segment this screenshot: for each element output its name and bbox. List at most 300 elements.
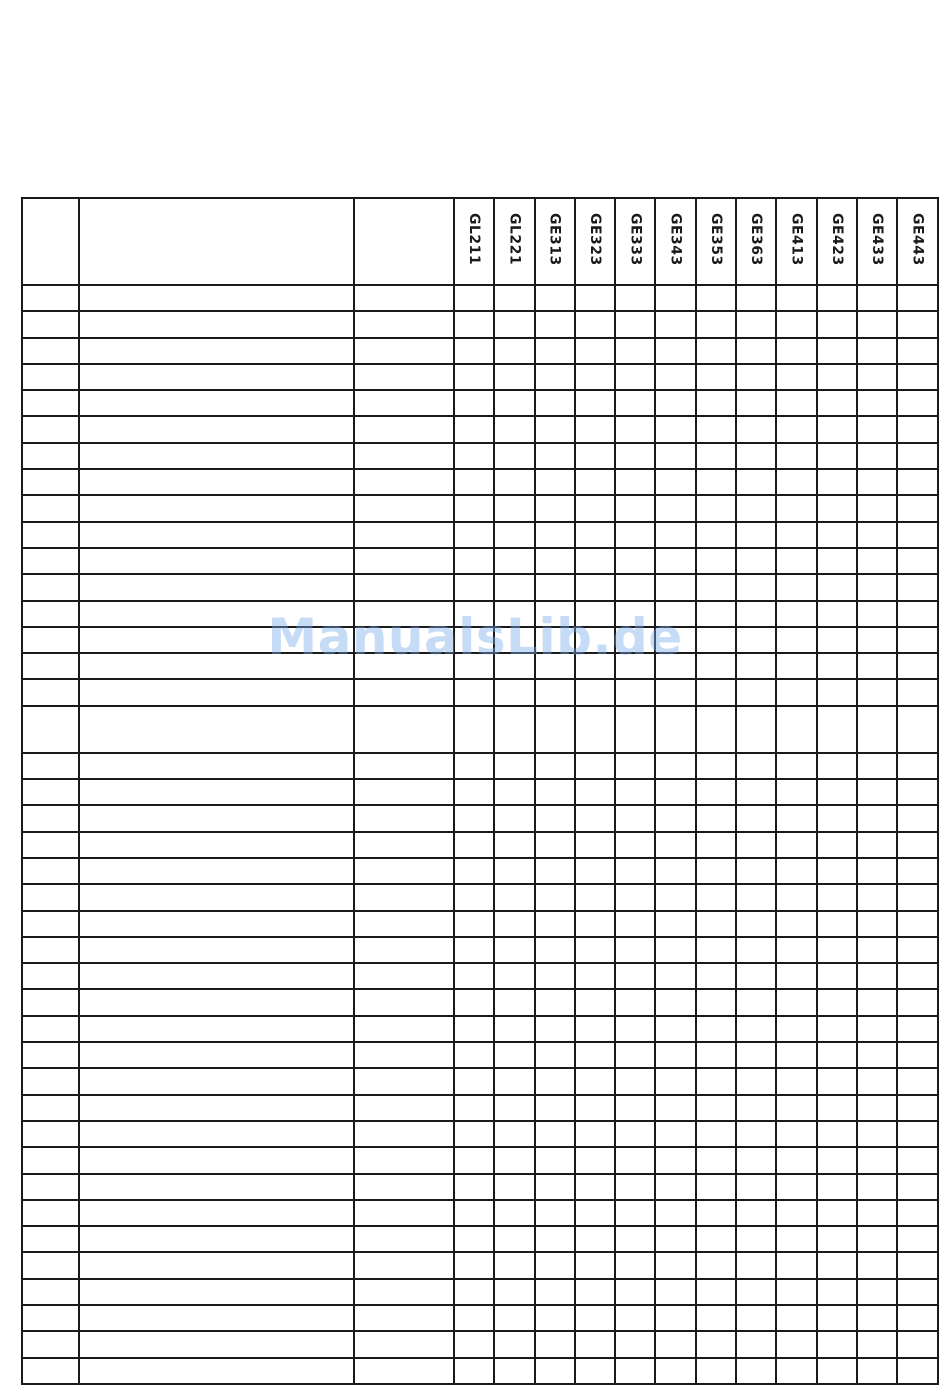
table-cell [776, 495, 816, 521]
table-cell [655, 364, 695, 390]
table-cell [897, 706, 937, 753]
table-cell [615, 1358, 655, 1384]
table-cell [575, 469, 615, 495]
table-cell [22, 832, 79, 858]
table-cell [655, 937, 695, 963]
header-row [22, 198, 938, 285]
table-cell [776, 285, 816, 311]
table-cell [454, 779, 494, 805]
table-cell [655, 1016, 695, 1042]
table-cell [655, 1331, 695, 1357]
header-model-label: GE323 [587, 213, 604, 266]
table-cell [615, 601, 655, 627]
table-cell [79, 548, 354, 574]
table-cell [575, 1331, 615, 1357]
table-cell [736, 548, 776, 574]
table-cell [897, 1121, 937, 1147]
table-row [22, 1252, 938, 1278]
table-cell [615, 1200, 655, 1226]
table-cell [857, 469, 897, 495]
table-cell [535, 805, 575, 831]
table-cell [897, 548, 937, 574]
table-cell [736, 1252, 776, 1278]
header-model-ge433 [857, 198, 897, 285]
table-cell [736, 963, 776, 989]
table-cell [696, 1358, 736, 1384]
table-cell [535, 779, 575, 805]
table-cell [615, 390, 655, 416]
table-cell [776, 1068, 816, 1094]
table-cell [696, 1042, 736, 1068]
table-cell [897, 390, 937, 416]
table-cell [354, 1279, 454, 1305]
table-cell [535, 522, 575, 548]
table-cell [615, 1305, 655, 1331]
table-cell [454, 963, 494, 989]
table-cell [615, 1174, 655, 1200]
table-cell [817, 574, 857, 600]
table-cell [494, 364, 534, 390]
watermark: ManualsLib.de [267, 608, 683, 666]
table-cell [857, 1016, 897, 1042]
table-cell [655, 285, 695, 311]
header-model-ge313 [535, 198, 575, 285]
table-cell [817, 1016, 857, 1042]
table-cell [454, 706, 494, 753]
table-row [22, 989, 938, 1015]
table-cell [22, 601, 79, 627]
table-cell [897, 832, 937, 858]
table-cell [22, 522, 79, 548]
table-cell [696, 338, 736, 364]
table-cell [494, 338, 534, 364]
table-cell [494, 1068, 534, 1094]
table-cell [857, 937, 897, 963]
table-cell [776, 989, 816, 1015]
table-cell [454, 1305, 494, 1331]
table-cell [575, 443, 615, 469]
table-row [22, 574, 938, 600]
table-cell [696, 1200, 736, 1226]
table-cell [575, 653, 615, 679]
table-cell [79, 1042, 354, 1068]
table-row [22, 1068, 938, 1094]
table-cell [897, 285, 937, 311]
table-cell [354, 390, 454, 416]
table-cell [817, 653, 857, 679]
table-cell [615, 364, 655, 390]
table-cell [575, 311, 615, 337]
table-cell [354, 285, 454, 311]
table-cell [897, 522, 937, 548]
table-cell [817, 937, 857, 963]
table-cell [897, 1147, 937, 1173]
table-cell [575, 285, 615, 311]
table-cell [897, 1068, 937, 1094]
table-cell [575, 805, 615, 831]
table-cell [897, 601, 937, 627]
table-row [22, 1226, 938, 1252]
table-cell [817, 963, 857, 989]
table-cell [494, 1252, 534, 1278]
table-cell [736, 574, 776, 600]
table-cell [454, 390, 494, 416]
table-cell [535, 311, 575, 337]
table-cell [857, 495, 897, 521]
table-cell [79, 1068, 354, 1094]
table-cell [79, 1226, 354, 1252]
table-cell [454, 989, 494, 1015]
table-row [22, 858, 938, 884]
table-cell [897, 443, 937, 469]
table-cell [615, 1331, 655, 1357]
header-model-label: GE333 [627, 213, 644, 266]
table-cell [22, 1042, 79, 1068]
table-cell [615, 1147, 655, 1173]
table-cell [655, 753, 695, 779]
table-cell [354, 1252, 454, 1278]
table-cell [79, 1121, 354, 1147]
table-cell [736, 858, 776, 884]
table-cell [22, 753, 79, 779]
table-cell [354, 601, 454, 627]
table-cell [696, 1016, 736, 1042]
table-cell [22, 884, 79, 910]
table-cell [857, 390, 897, 416]
table-cell [857, 911, 897, 937]
table-cell [696, 1226, 736, 1252]
table-row [22, 548, 938, 574]
table-cell [897, 858, 937, 884]
table-cell [655, 989, 695, 1015]
table-cell [696, 416, 736, 442]
table-cell [817, 832, 857, 858]
table-cell [79, 1200, 354, 1226]
table-cell [22, 1358, 79, 1384]
table-cell [535, 1252, 575, 1278]
table-cell [857, 574, 897, 600]
table-cell [575, 706, 615, 753]
table-row [22, 679, 938, 705]
table-cell [22, 1226, 79, 1252]
table-cell [817, 548, 857, 574]
table-cell [22, 416, 79, 442]
table-cell [575, 627, 615, 653]
table-row [22, 1331, 938, 1357]
table-cell [79, 779, 354, 805]
table-cell [696, 706, 736, 753]
table-cell [79, 285, 354, 311]
table-cell [897, 1095, 937, 1121]
table-cell [776, 1121, 816, 1147]
table-cell [454, 1358, 494, 1384]
table-cell [535, 1200, 575, 1226]
table-cell [535, 364, 575, 390]
table-cell [22, 627, 79, 653]
table-cell [535, 1095, 575, 1121]
table-cell [655, 1279, 695, 1305]
table-cell [817, 601, 857, 627]
table-cell [615, 311, 655, 337]
table-cell [696, 1095, 736, 1121]
table-cell [535, 443, 575, 469]
table-cell [22, 858, 79, 884]
table-cell [575, 1042, 615, 1068]
table-cell [776, 1252, 816, 1278]
header-model-gl221 [494, 198, 534, 285]
table-cell [696, 963, 736, 989]
table-cell [454, 1068, 494, 1094]
table-cell [615, 574, 655, 600]
table-cell [535, 963, 575, 989]
table-cell [79, 858, 354, 884]
table-cell [655, 390, 695, 416]
table-cell [655, 522, 695, 548]
table-cell [79, 364, 354, 390]
table-body [22, 285, 938, 1384]
table-row [22, 937, 938, 963]
table-cell [857, 1331, 897, 1357]
table-cell [817, 364, 857, 390]
table-row [22, 1147, 938, 1173]
table-cell [494, 706, 534, 753]
table-cell [736, 911, 776, 937]
table-cell [535, 1226, 575, 1252]
table-row [22, 1279, 938, 1305]
table-cell [776, 443, 816, 469]
table-cell [354, 469, 454, 495]
table-cell [736, 937, 776, 963]
table-cell [817, 753, 857, 779]
table-cell [817, 416, 857, 442]
table-cell [535, 858, 575, 884]
table-cell [354, 679, 454, 705]
table-cell [79, 1331, 354, 1357]
table-cell [354, 937, 454, 963]
table-cell [736, 1200, 776, 1226]
table-cell [454, 601, 494, 627]
table-cell [22, 963, 79, 989]
table-cell [857, 679, 897, 705]
table-cell [79, 601, 354, 627]
table-cell [22, 1200, 79, 1226]
table-cell [354, 338, 454, 364]
table-cell [897, 1252, 937, 1278]
table-cell [817, 443, 857, 469]
table-cell [575, 1226, 615, 1252]
header-model-ge323 [575, 198, 615, 285]
table-cell [736, 495, 776, 521]
table-cell [494, 390, 534, 416]
table-cell [897, 753, 937, 779]
header-model-label: GE343 [667, 213, 684, 266]
table-cell [535, 1121, 575, 1147]
table-cell [817, 1068, 857, 1094]
table-cell [22, 1121, 79, 1147]
table-cell [736, 338, 776, 364]
table-cell [454, 1279, 494, 1305]
table-row [22, 753, 938, 779]
table-cell [655, 601, 695, 627]
table-cell [454, 832, 494, 858]
table-cell [454, 1042, 494, 1068]
header-model-label: GL211 [466, 213, 483, 266]
table-cell [454, 548, 494, 574]
table-cell [535, 679, 575, 705]
table-cell [79, 911, 354, 937]
table-cell [776, 1279, 816, 1305]
table-cell [494, 1358, 534, 1384]
table-cell [575, 495, 615, 521]
table-cell [696, 1068, 736, 1094]
table-cell [454, 1226, 494, 1252]
table-cell [857, 1305, 897, 1331]
table-cell [454, 416, 494, 442]
header-model-ge413 [776, 198, 816, 285]
table-cell [575, 832, 615, 858]
table-cell [494, 1226, 534, 1252]
table-cell [575, 522, 615, 548]
table-cell [655, 443, 695, 469]
table-cell [615, 779, 655, 805]
table-cell [22, 779, 79, 805]
table-cell [575, 364, 615, 390]
table-cell [615, 963, 655, 989]
table-cell [354, 416, 454, 442]
table-cell [615, 706, 655, 753]
table-cell [817, 1331, 857, 1357]
table-cell [776, 338, 816, 364]
table-cell [494, 416, 534, 442]
table-cell [615, 1042, 655, 1068]
table-cell [615, 1095, 655, 1121]
table-cell [817, 1200, 857, 1226]
table-cell [817, 495, 857, 521]
table-row [22, 1200, 938, 1226]
table-cell [575, 937, 615, 963]
table-cell [736, 469, 776, 495]
table-cell [857, 416, 897, 442]
table-row [22, 779, 938, 805]
table-cell [736, 627, 776, 653]
table-cell [897, 364, 937, 390]
table-cell [494, 1095, 534, 1121]
table-cell [79, 390, 354, 416]
table-cell [817, 390, 857, 416]
table-cell [494, 858, 534, 884]
table-cell [817, 805, 857, 831]
table-cell [354, 753, 454, 779]
table-cell [79, 469, 354, 495]
table-cell [696, 285, 736, 311]
header-model-ge343 [655, 198, 695, 285]
table-cell [857, 1147, 897, 1173]
table-cell [897, 311, 937, 337]
table-cell [696, 469, 736, 495]
table-cell [354, 1147, 454, 1173]
table-cell [736, 443, 776, 469]
table-row [22, 1358, 938, 1384]
table-cell [897, 963, 937, 989]
table-cell [22, 1095, 79, 1121]
table-cell [22, 469, 79, 495]
table-cell [79, 706, 354, 753]
table-cell [79, 679, 354, 705]
table-cell [79, 653, 354, 679]
table-cell [575, 601, 615, 627]
table-cell [696, 858, 736, 884]
table-cell [696, 364, 736, 390]
table-cell [857, 311, 897, 337]
table-cell [454, 311, 494, 337]
table-cell [494, 805, 534, 831]
table-cell [857, 989, 897, 1015]
table-cell [897, 1331, 937, 1357]
table-cell [454, 1174, 494, 1200]
table-cell [857, 1279, 897, 1305]
table-cell [454, 574, 494, 600]
table-cell [897, 653, 937, 679]
table-cell [817, 1279, 857, 1305]
table-cell [454, 1121, 494, 1147]
table-cell [22, 548, 79, 574]
table-cell [494, 522, 534, 548]
table-cell [454, 679, 494, 705]
table-cell [776, 937, 816, 963]
table-row [22, 627, 938, 653]
table-cell [897, 805, 937, 831]
table-cell [655, 1174, 695, 1200]
table-cell [817, 884, 857, 910]
table-cell [776, 706, 816, 753]
table-cell [454, 653, 494, 679]
table-cell [354, 1121, 454, 1147]
header-model-label: GE413 [788, 213, 805, 266]
table-cell [857, 601, 897, 627]
table-cell [354, 364, 454, 390]
table-cell [696, 311, 736, 337]
table-cell [736, 1174, 776, 1200]
table-cell [535, 495, 575, 521]
table-cell [575, 1068, 615, 1094]
table-cell [22, 1068, 79, 1094]
table-cell [897, 884, 937, 910]
table-cell [897, 911, 937, 937]
table-cell [535, 1068, 575, 1094]
table-cell [535, 753, 575, 779]
table-cell [857, 1068, 897, 1094]
table-cell [655, 653, 695, 679]
table-cell [22, 911, 79, 937]
table-cell [736, 390, 776, 416]
table-cell [857, 805, 897, 831]
table-cell [817, 779, 857, 805]
table-cell [494, 1174, 534, 1200]
table-cell [776, 1042, 816, 1068]
table-cell [494, 679, 534, 705]
table-cell [857, 858, 897, 884]
table-cell [354, 706, 454, 753]
table-cell [776, 364, 816, 390]
table-cell [776, 627, 816, 653]
table-cell [575, 1147, 615, 1173]
table-cell [776, 416, 816, 442]
table-cell [655, 1200, 695, 1226]
table-cell [354, 653, 454, 679]
table-cell [494, 627, 534, 653]
table-cell [776, 522, 816, 548]
table-cell [79, 753, 354, 779]
